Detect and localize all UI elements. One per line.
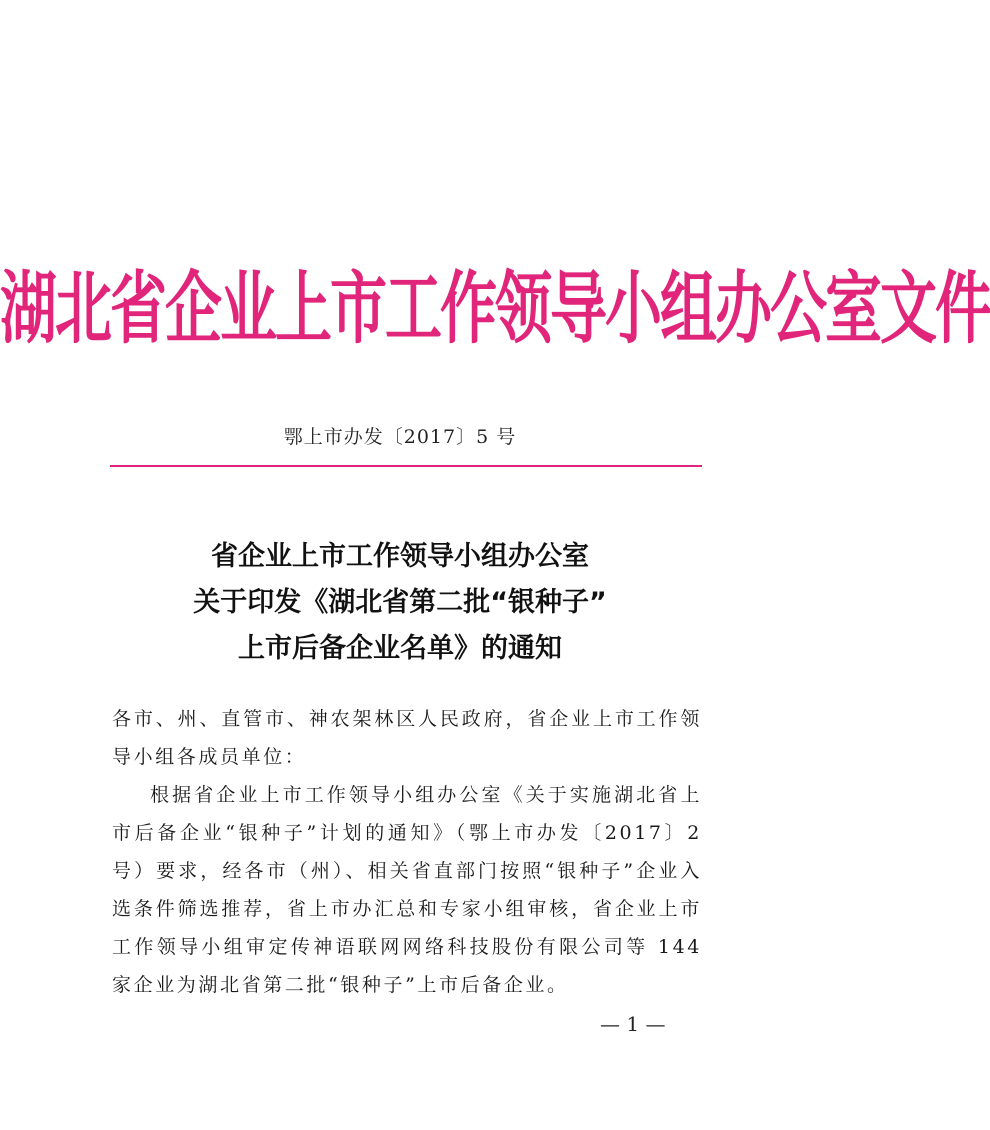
- notice-title-line-2: 关于印发《湖北省第二批“银种子”: [193, 587, 607, 618]
- salutation: 各市、州、直管市、神农架林区人民政府，省企业上市工作领导小组各成员单位：: [112, 708, 702, 768]
- notice-title-line-1: 省企业上市工作领导小组办公室: [211, 541, 589, 572]
- notice-body: [112, 700, 702, 1004]
- red-divider-line: [110, 465, 702, 467]
- document-number: 鄂上市办发〔2017〕5 号: [283, 426, 517, 448]
- notice-title: [0, 534, 800, 672]
- notice-title-line-3: 上市后备企业名单》的通知: [238, 633, 562, 664]
- page-number: — 1 —: [600, 1012, 666, 1036]
- masthead-title: 湖北省企业上市工作领导小组办公室文件: [0, 263, 990, 355]
- body-paragraph: 根据省企业上市工作领导小组办公室《关于实施湖北省上市后备企业“银种子”计划的通知》（鄂上市办发〔2017〕2 号）要求，经各市（州）、相关省直部门按照“银种子”企业入选条件筛选推荐，省上市办汇总和专家小组审核，省企业上市工作领导小组审定传神语联网网络科技股份有限公司等 144 家企业为湖北省第二批“银种子”上市后备企业。: [112, 784, 702, 996]
